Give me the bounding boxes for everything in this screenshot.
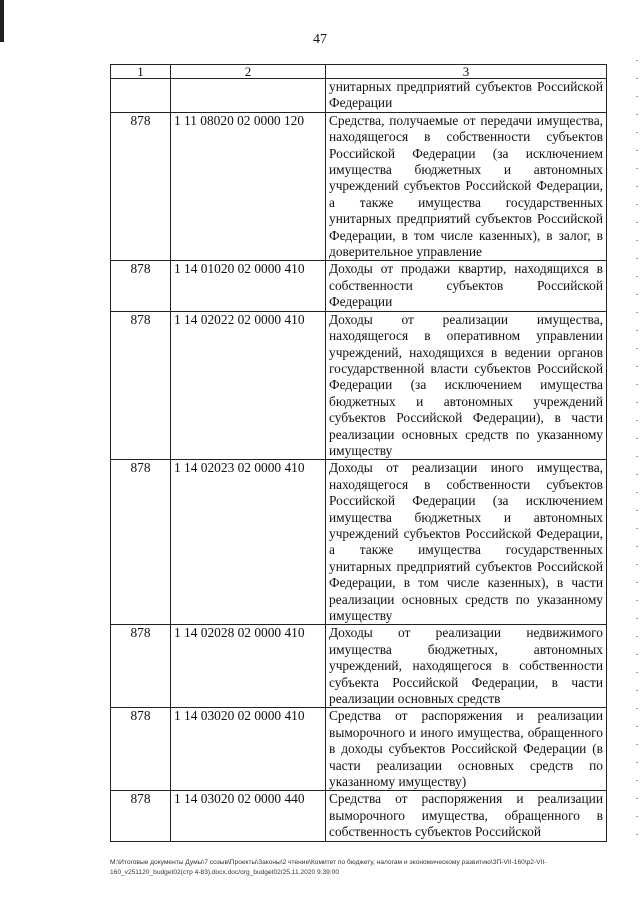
admin-code-cell: 878 xyxy=(111,311,171,460)
admin-code-cell: 878 xyxy=(111,261,171,311)
footer-line-2: 160_v251120_budget02(стр 4-83).docx.doc/org_budget02/25.11.2020 9:39:00 xyxy=(110,869,339,876)
description-cell: Средства от распоряжения и реализации выморочного имущества, обращенного в собственность субъектов Российской xyxy=(326,791,607,841)
budget-code-cell: 1 14 02028 02 0000 410 xyxy=(171,625,326,708)
description-cell: Средства, получаемые от передачи имущества, находящегося в собственности субъектов Российской Федерации (за исключением имущества бюджетных и автономных учреждений субъектов Российской Федерации, а также имущества государственных унитарных предприятий субъектов Российской Федерации, в том числе казенных), в залог, в доверительное управление xyxy=(326,112,607,261)
description-cell: Доходы от реализации иного имущества, находящегося в собственности субъектов Российской Федерации (за исключением имущества бюджетных и автономных учреждений субъектов Российской Федерации, а также имущества государственных унитарных предприятий субъектов Российской Федерации, в том числе казенных), в части реализации основных средств по указанному имуществу xyxy=(326,460,607,625)
header-row xyxy=(111,65,607,79)
budget-code-cell: 1 14 01020 02 0000 410 xyxy=(171,261,326,311)
page-edge-dots xyxy=(636,60,638,840)
header-col-3: 3 xyxy=(326,65,607,79)
description-cell: Доходы от реализации имущества, находящегося в оперативном управлении учреждений, находящихся в ведении органов государственной власти субъектов Российской Федерации (за исключением имущества бюджетных и автономных учреждений субъектов Российской Федерации), в части реализации основных средств по указанному имуществу xyxy=(326,311,607,460)
admin-code-cell: 878 xyxy=(111,625,171,708)
budget-code-cell: 1 14 03020 02 0000 440 xyxy=(171,791,326,841)
description-cell: унитарных предприятий субъектов Российской Федерации xyxy=(326,79,607,113)
table-row xyxy=(111,261,607,311)
revenue-code-table xyxy=(110,64,607,842)
budget-code-cell xyxy=(171,79,326,113)
table-row xyxy=(111,625,607,708)
admin-code-cell xyxy=(111,79,171,113)
table-row xyxy=(111,791,607,841)
table-row xyxy=(111,708,607,791)
budget-code-cell: 1 14 03020 02 0000 410 xyxy=(171,708,326,791)
file-path-footer xyxy=(110,858,610,878)
description-cell: Доходы от продажи квартир, находящихся в собственности субъектов Российской Федерации xyxy=(326,261,607,311)
table-row xyxy=(111,311,607,460)
budget-code-cell: 1 11 08020 02 0000 120 xyxy=(171,112,326,261)
table-row xyxy=(111,79,607,113)
budget-code-cell: 1 14 02022 02 0000 410 xyxy=(171,311,326,460)
page-number: 47 xyxy=(313,32,327,47)
table-row xyxy=(111,460,607,625)
admin-code-cell: 878 xyxy=(111,791,171,841)
admin-code-cell: 878 xyxy=(111,112,171,261)
description-cell: Средства от распоряжения и реализации выморочного и иного имущества, обращенного в доходы субъектов Российской Федерации (в части реализации основных средств по указанному имуществу) xyxy=(326,708,607,791)
description-cell: Доходы от реализации недвижимого имущества бюджетных, автономных учреждений, находящегося в собственности субъекта Российской Федерации, в части реализации основных средств xyxy=(326,625,607,708)
budget-code-cell: 1 14 02023 02 0000 410 xyxy=(171,460,326,625)
header-col-1: 1 xyxy=(111,65,171,79)
footer-line-1: M:\Итоговые документы Думы\7 созыв\Проекты\Законы\2 чтение\Комитет по бюджету, налогам и экономическому развитию\ЗП-VII-160\р2-VII- xyxy=(110,859,547,866)
header-col-2: 2 xyxy=(171,65,326,79)
table-row xyxy=(111,112,607,261)
admin-code-cell: 878 xyxy=(111,708,171,791)
admin-code-cell: 878 xyxy=(111,460,171,625)
